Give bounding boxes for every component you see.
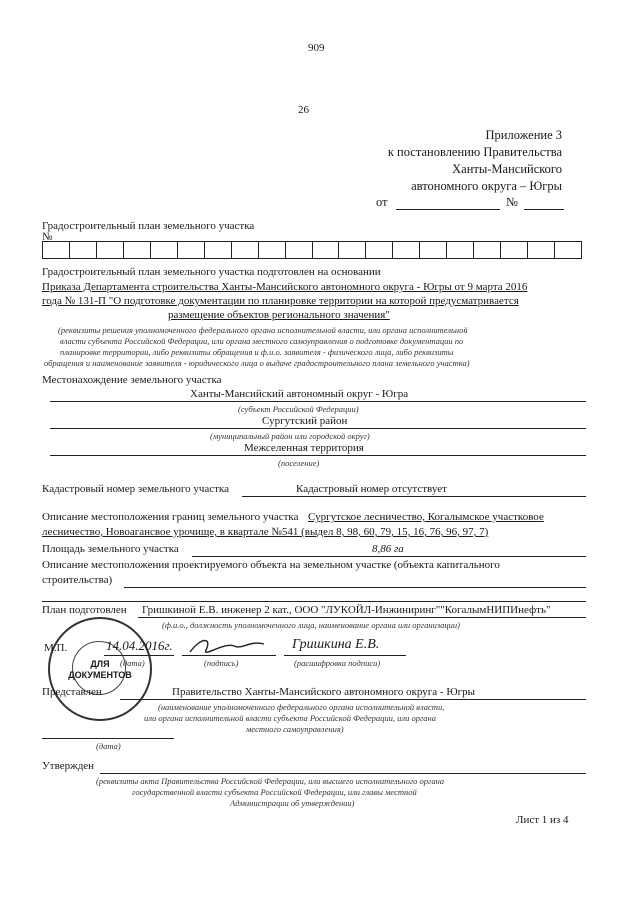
presented-note2: или органа исполнительной власти субъекта Российской Федерации, или органа — [144, 713, 437, 723]
appendix-line4: автономного округа – Югры — [411, 179, 562, 193]
object-location-fill-line1 — [124, 587, 586, 588]
area-value: 8,86 га — [372, 543, 404, 555]
basis-line1: Приказа Департамента строительства Ханты-Мансийского автономного округа - Югры от 9 марта 2016 — [42, 281, 528, 293]
prepared-date-label: (дата) — [120, 658, 145, 668]
subject-note: (субъект Российской Федерации) — [238, 404, 359, 414]
district-note: (муниципальный район или городской округ) — [210, 431, 370, 441]
page-number-top: 909 — [308, 42, 325, 54]
mp-label: М.П. — [44, 642, 68, 654]
presented-line — [120, 699, 586, 700]
appendix-line3: Ханты-Мансийского — [452, 162, 562, 176]
appendix-date-line — [396, 209, 500, 210]
basis-label: Градостроительный план земельного участка подготовлен на основании — [42, 266, 381, 278]
presented-date-line — [42, 738, 174, 739]
cadastral-value: Кадастровый номер отсутствует — [296, 483, 447, 495]
approved-line — [100, 773, 586, 774]
signature-label: (подпись) — [204, 658, 239, 668]
subject-line — [50, 401, 586, 402]
presented-note1: (наименование уполномоченного федерального органа исполнительной власти, — [158, 702, 445, 712]
cadastral-label: Кадастровый номер земельного участка — [42, 483, 229, 495]
prepared-note: (ф.и.о., должность уполномоченного лица, наименование органа или организации) — [162, 620, 460, 630]
prepared-line — [138, 617, 586, 618]
approved-label: Утвержден — [42, 760, 95, 772]
appendix-number-line — [524, 209, 564, 210]
page-number-inner: 26 — [298, 104, 309, 116]
organization-stamp — [48, 617, 152, 721]
boundaries-label: Описание местоположения границ земельного участка — [42, 511, 299, 523]
presented-value: Правительство Ханты-Мансийского автономного округа - Югры — [172, 686, 476, 698]
decode-line — [284, 655, 406, 656]
stamp-text: ДЛЯ ДОКУМЕНТОВ — [68, 659, 132, 680]
plan-number-grid — [42, 241, 582, 259]
prepared-date: 14.04.2016г. — [106, 638, 173, 653]
appendix-title: Приложение 3 — [485, 128, 562, 142]
boundaries-value1: Сургутское лесничество, Когалымское участковое — [308, 511, 544, 523]
basis-note1: (реквизиты решения уполномоченного федерального органа исполнительной власти, или органа исполнительной — [58, 325, 468, 335]
location-district: Сургутский район — [262, 415, 348, 427]
sheet-counter: Лист 1 из 4 — [516, 814, 569, 826]
prepared-label: План подготовлен — [42, 604, 127, 616]
approved-note3: Администрации об утверждении) — [230, 798, 355, 808]
presented-label: Представлен — [42, 686, 102, 698]
signature-line — [182, 655, 276, 656]
decode-label: (расшифровка подписи) — [294, 658, 381, 668]
location-settlement: Межселенная территория — [244, 442, 364, 454]
presented-date-label: (дата) — [96, 741, 121, 751]
approved-note2: государственной власти субъекта Российской Федерации, или главы местной — [132, 787, 417, 797]
basis-note3: планировке территории, либо реквизиты обращения и ф.и.о. заявителя - физического лица, либо реквизиты — [60, 347, 454, 357]
appendix-from-label: от — [376, 195, 388, 209]
object-location-fill-line2 — [42, 601, 586, 602]
district-line — [50, 428, 586, 429]
area-label: Площадь земельного участка — [42, 543, 179, 555]
prepared-decode: Гришкина Е.В. — [292, 637, 380, 652]
plan-title: Градостроительный план земельного участка — [42, 220, 255, 232]
approved-note1: (реквизиты акта Правительства Российской Федерации, или высшего исполнительного органа — [96, 776, 445, 786]
object-location-line2: строительства) — [42, 574, 113, 586]
settlement-line — [50, 455, 586, 456]
basis-note2: власти субъекта Российской Федерации, или органа местного самоуправления о подготовке документации по — [60, 336, 464, 346]
basis-note4: обращения и наименование заявителя - юридического лица о выдаче градостроительного плана земельного участка) — [44, 358, 470, 368]
basis-line3: размещение объектов регионального значения" — [168, 309, 390, 321]
location-subject: Ханты-Мансийский автономный округ - Югра — [190, 388, 409, 400]
prepared-date-line — [104, 655, 174, 656]
basis-line2: года № 131-П "О подготовке документации по планировке территории на которой предусматривается — [42, 295, 519, 307]
prepared-value: Гришкиной Е.В. инженер 2 кат., ООО "ЛУКОЙЛ-Инжиниринг""КогалымНИПИнефть" — [142, 604, 551, 616]
object-location-line1: Описание местоположения проектируемого объекта на земельном участке (объекта капитального — [42, 559, 500, 571]
presented-note3: местного самоуправления) — [246, 724, 344, 734]
settlement-note: (поселение) — [278, 458, 320, 468]
boundaries-value2: лесничество, Новоагансвое урочище, в квартале №541 (выдел 8, 98, 60, 79, 15, 16, 76, 96, 97, 7) — [42, 526, 489, 538]
location-label: Местонахождение земельного участка — [42, 374, 222, 386]
appendix-line2: к постановлению Правительства — [387, 145, 562, 159]
area-line — [192, 556, 586, 557]
plan-number-label: № — [42, 231, 53, 243]
cadastral-line — [242, 496, 586, 497]
appendix-no-label: № — [506, 195, 518, 209]
